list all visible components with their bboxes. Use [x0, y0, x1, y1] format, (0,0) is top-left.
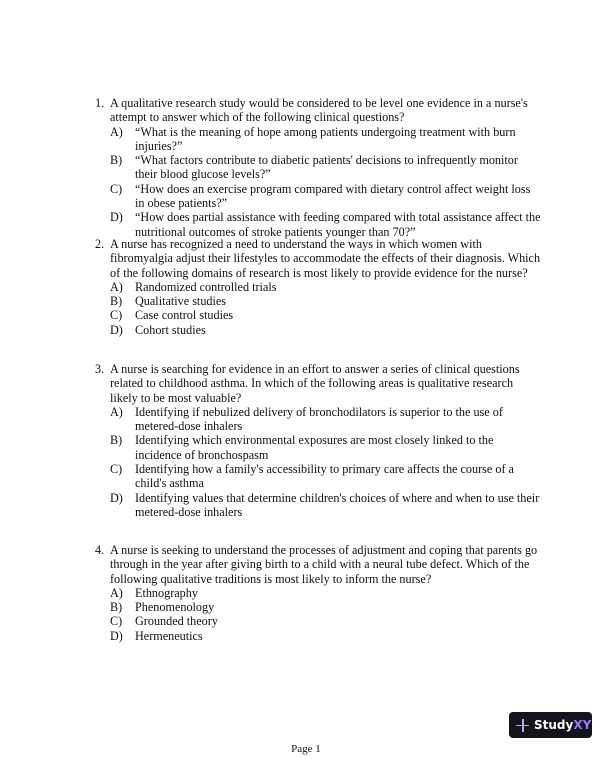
- answer-option: [110, 462, 545, 491]
- answer-option: [110, 294, 545, 308]
- answer-option: [110, 600, 545, 614]
- answer-option: [110, 433, 545, 462]
- question-2: [95, 237, 545, 337]
- option-letter: A): [110, 279, 123, 294]
- question-text: A nurse is seeking to understand the processes of adjustment and coping that parents go through in the year after giving birth to a child with a neural tube defect. Which of the following qualitative traditions is most likely to inform the nurse?: [110, 543, 538, 586]
- question-1: [95, 96, 545, 239]
- answer-option: [110, 125, 545, 154]
- option-letter: C): [110, 614, 123, 629]
- option-letter: B): [110, 600, 123, 615]
- answer-option: [110, 210, 545, 239]
- option-text: Qualitative studies: [135, 294, 227, 309]
- question-number: 3.: [95, 362, 105, 376]
- answer-option: [110, 614, 545, 628]
- answer-option: [110, 405, 545, 434]
- option-letter: A): [110, 124, 123, 139]
- answer-option: [110, 491, 545, 520]
- question-text: A nurse is searching for evidence in an effort to answer a series of clinical questions related to childhood asthma. In which of the following areas is qualitative research likely to be most valuable?: [110, 362, 520, 405]
- option-text: “What is the meaning of hope among patients undergoing treatment with burn injuries?”: [135, 124, 516, 153]
- answer-option: [110, 280, 545, 294]
- option-letter: A): [110, 404, 123, 419]
- studyxy-logo[interactable]: [509, 712, 592, 738]
- question-4: [95, 543, 545, 643]
- option-text: “How does an exercise program compared with dietary control affect weight loss in obese patients?”: [135, 181, 531, 211]
- option-text: “What factors contribute to diabetic patients' decisions to infrequently monitor their blood glucose levels?”: [135, 153, 518, 182]
- option-letter: D): [110, 322, 123, 337]
- option-letter: B): [110, 433, 123, 448]
- answer-option: [110, 308, 545, 322]
- option-letter: C): [110, 462, 123, 477]
- option-text: Ethnography: [135, 585, 198, 600]
- question-text: A nurse has recognized a need to understand the ways in which women with fibromyalgia adjust their lifestyles to accommodate the effects of their diagnosis. Which of the following domains of research is most likely to provide evidence for the nurse?: [110, 237, 541, 280]
- logo-accent: XY: [573, 717, 592, 732]
- option-text: Cohort studies: [135, 322, 206, 337]
- question-number: 1.: [95, 96, 105, 110]
- option-text: “How does partial assistance with feeding compared with total assistance affect the nutritional outcomes of stroke patients younger than 70?”: [135, 210, 541, 239]
- question-stem: [95, 237, 545, 280]
- question-stem: [95, 96, 545, 125]
- option-text: Identifying if nebulized delivery of bronchodilators is superior to the use of metered-dose inhalers: [135, 404, 503, 434]
- option-letter: C): [110, 308, 123, 323]
- question-3: [95, 362, 545, 519]
- answer-option: [110, 586, 545, 600]
- option-letter: D): [110, 490, 123, 505]
- option-text: Randomized controlled trials: [135, 279, 277, 294]
- answer-option: [110, 182, 545, 211]
- option-text: Identifying which environmental exposures are most closely linked to the incidence of bronchospasm: [135, 433, 494, 462]
- logo-text: Study: [534, 717, 574, 732]
- answer-option: [110, 153, 545, 182]
- option-letter: D): [110, 210, 123, 225]
- option-letter: B): [110, 153, 123, 168]
- option-letter: C): [110, 181, 123, 196]
- plus-icon: [516, 719, 529, 732]
- question-text: A qualitative research study would be considered to be level one evidence in a nurse's attempt to answer which of the following clinical questions?: [110, 96, 528, 125]
- option-text: Grounded theory: [135, 614, 218, 629]
- option-text: Case control studies: [135, 308, 234, 323]
- option-letter: B): [110, 294, 123, 309]
- question-number: 2.: [95, 237, 105, 251]
- answer-option: [110, 323, 545, 337]
- option-text: Phenomenology: [135, 600, 215, 615]
- option-text: Identifying how a family's accessibility to primary care affects the course of a child's asthma: [135, 462, 514, 491]
- answer-option: [110, 629, 545, 643]
- question-number: 4.: [95, 543, 105, 557]
- option-text: Identifying values that determine children's choices of where and when to use their metered-dose inhalers: [135, 490, 540, 519]
- page-number: Page 1: [291, 743, 321, 755]
- option-letter: D): [110, 628, 123, 643]
- option-letter: A): [110, 585, 123, 600]
- question-stem: [95, 543, 545, 586]
- question-stem: [95, 362, 545, 405]
- option-text: Hermeneutics: [135, 628, 203, 643]
